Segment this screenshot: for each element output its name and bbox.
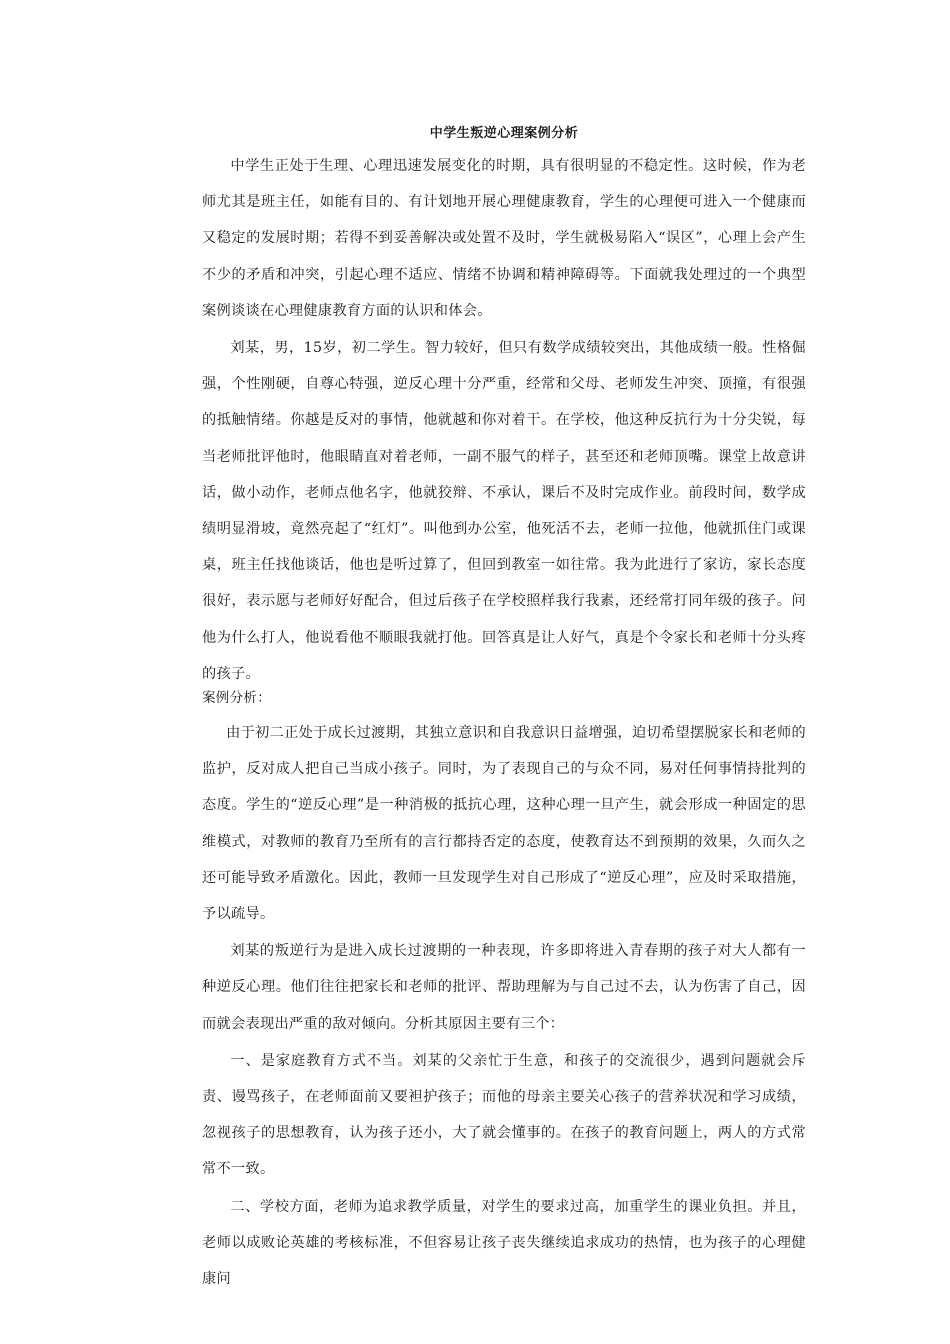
section-label-case-analysis: 案例分析：	[202, 690, 271, 707]
analysis-paragraph-1: 由于初二正处于成长过渡期，其独立意识和自我意识日益增强，迫切希望摆脱家长和老师的监护，反对成人把自己当成小孩子。同时，为了表现自己的与众不同，易对任何事情持批判的态度。学生的“逆反心理”是一种消极的抵抗心理，这种心理一旦产生，就会形成一种固定的思维模式，对教师的教育乃至所有的言行都持否定的态度，使教育达不到预期的效果，久而久之还可能导致矛盾激化。因此，教师一旦发现学生对自己形成了“逆反心理”，应及时采取措施，予以疏导。	[202, 725, 806, 923]
analysis-paragraph-2: 刘某的叛逆行为是进入成长过渡期的一种表现，许多即将进入青春期的孩子对大人都有一种逆反心理。他们往往把家长和老师的批评、帮助理解为与自己过不去，认为伤害了自己，因而就会表现出严重的敌对倾向。分析其原因主要有三个：	[202, 943, 806, 1032]
case-description-paragraph: 刘某，男，15岁，初二学生。智力较好，但只有数学成绩较突出，其他成绩一般。性格倔强，个性刚硬，自尊心特强，逆反心理十分严重，经常和父母、老师发生冲突、顶撞，有很强的抵触情绪。你越是反对的事情，他就越和你对着干。在学校，他这种反抗行为十分尖锐，每当老师批评他时，他眼睛直对着老师，一副不服气的样子，甚至还和老师顶嘴。课堂上故意讲话，做小动作，老师点他名字，他就狡辩、不承认，课后不及时完成作业。前段时间，数学成绩明显滑坡，竟然亮起了“红灯”。叫他到办公室，他死活不去，老师一拉他，他就抓住门或课桌，班主任找他谈话，他也是听过算了，但回到教室一如往常。我为此进行了家访，家长态度很好，表示愿与老师好好配合，但过后孩子在学校照样我行我素，还经常打同年级的孩子。问他为什么打人，他说看他不顺眼我就打他。回答真是让人好气，真是个令家长和老师十分头疼的孩子。	[202, 340, 806, 682]
analysis-paragraph-3: 一、是家庭教育方式不当。刘某的父亲忙于生意，和孩子的交流很少，遇到问题就会斥责、谩骂孩子，在老师面前又要袒护孩子；而他的母亲主要关心孩子的营养状况和学习成绩，忽视孩子的思想教育，认为孩子还小，大了就会懂事的。在孩子的教育问题上，两人的方式常常不一致。	[202, 1052, 806, 1178]
analysis-paragraph-4: 二、学校方面，老师为追求教学质量，对学生的要求过高，加重学生的课业负担。并且，老师以成败论英雄的考核标准，不但容易让孩子丧失继续追求成功的热情，也为孩子的心理健康问	[202, 1198, 806, 1288]
document-body	[202, 124, 806, 1298]
document-title: 中学生叛逆心理案例分析	[429, 126, 579, 141]
intro-paragraph: 中学生正处于生理、心理迅速发展变化的时期，具有很明显的不稳定性。这时候，作为老师尤其是班主任，如能有目的、有计划地开展心理健康教育，学生的心理便可进入一个健康而又稳定的发展时期；若得不到妥善解决或处置不及时，学生就极易陷入“误区”，心理上会产生不少的矛盾和冲突，引起心理不适应、情绪不协调和精神障碍等。下面就我处理过的一个典型案例谈谈在心理健康教育方面的认识和体会。	[202, 158, 806, 319]
